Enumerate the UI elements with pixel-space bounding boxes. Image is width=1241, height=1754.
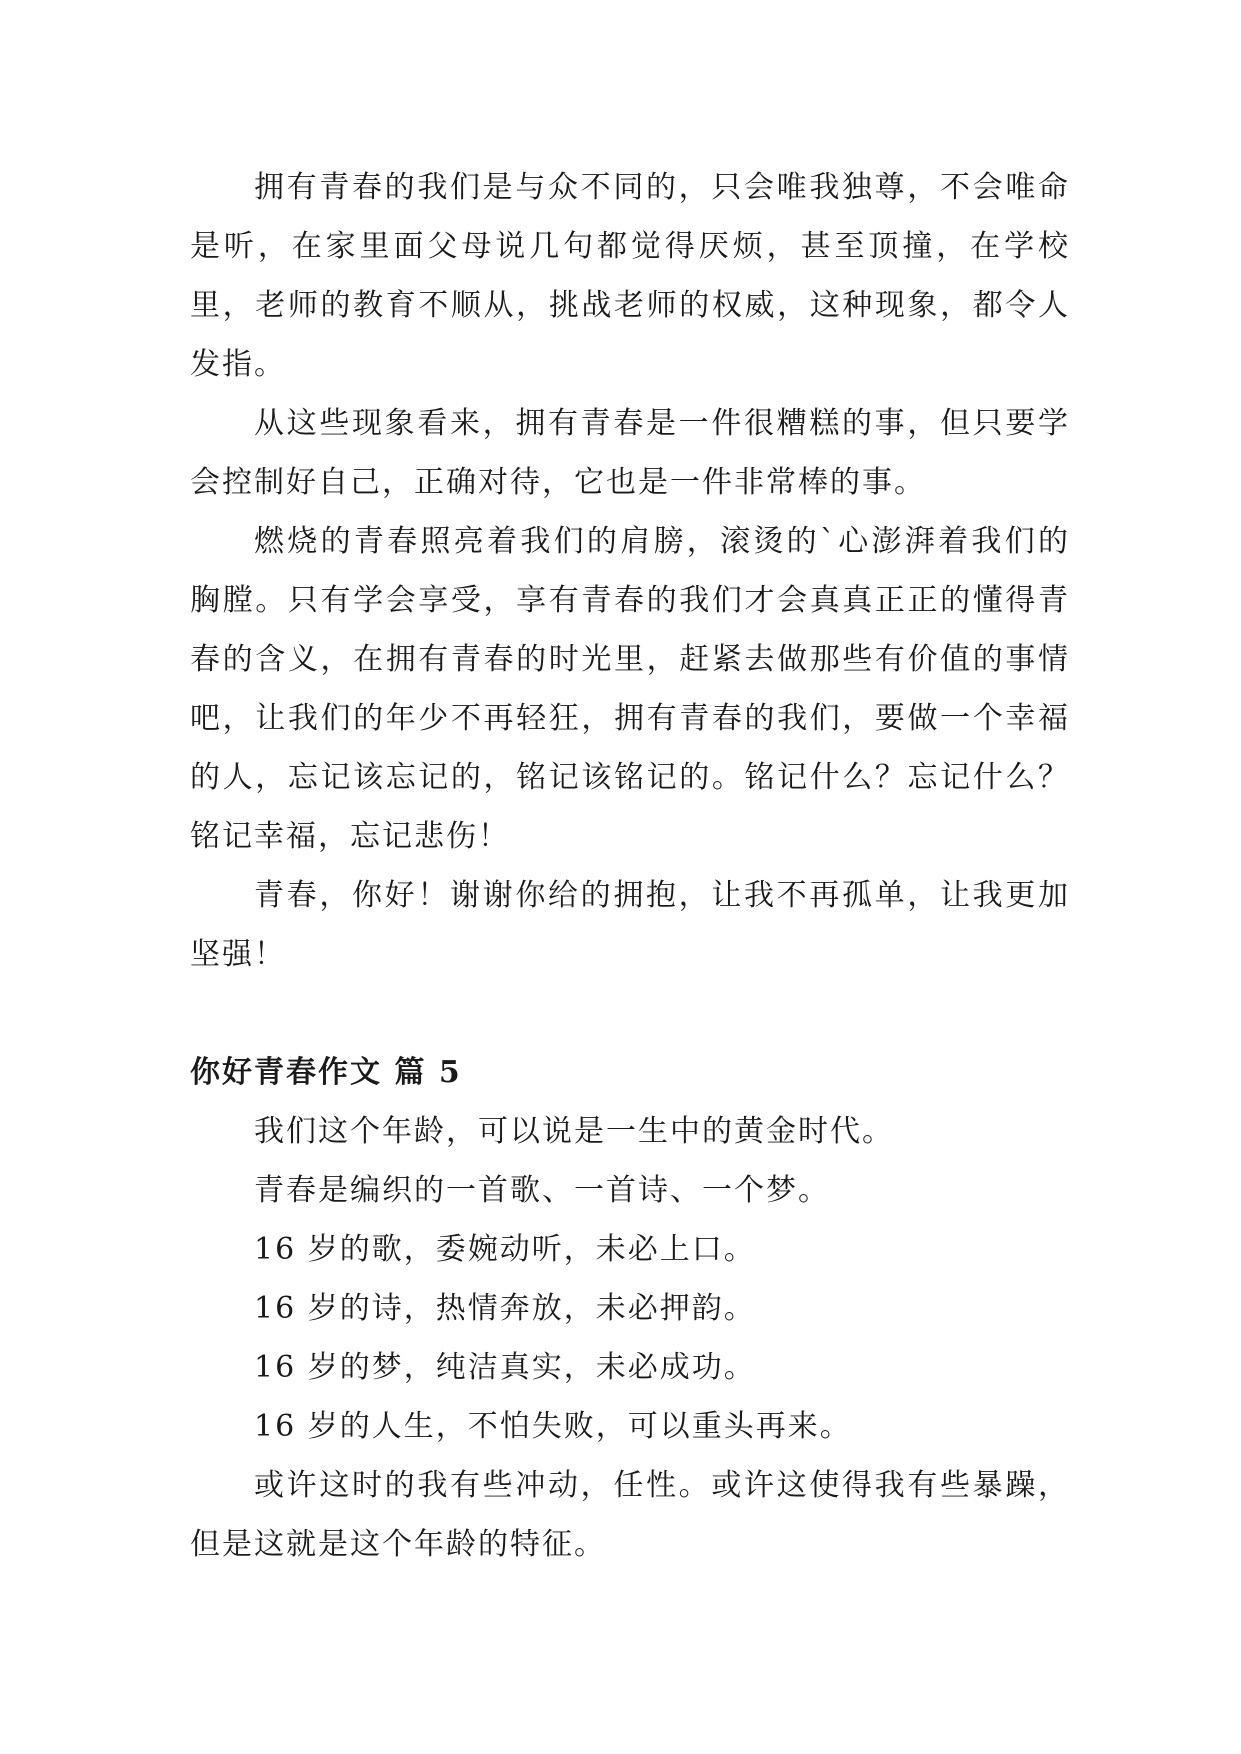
paragraph: 16 岁的梦，纯洁真实，未必成功。 [254, 1350, 756, 1385]
paragraph: 青春，你好！谢谢你给的拥抱，让我不再孤单，让我更加坚强！ [190, 878, 1070, 972]
paragraph: 燃烧的青春照亮着我们的肩膀，滚烫的`心澎湃着我们的胸膛。只有学会享受，享有青春的我们才会真真正正的懂得青春的含义，在拥有青春的时光里，赶紧去做那些有价值的事情吧，让我们的年少不再轻狂，拥有青春的我们，要做一个幸福的人，忘记该忘记的，铭记该铭记的。铭记什么？忘记什么？铭记幸福，忘记悲伤！ [190, 524, 1070, 854]
section-spacer [190, 984, 1070, 1043]
document-page [190, 158, 1070, 1574]
paragraph: 16 岁的歌，委婉动听，未必上口。 [254, 1232, 756, 1267]
paragraph: 青春是编织的一首歌、一首诗、一个梦。 [254, 1173, 830, 1208]
paragraph: 16 岁的人生，不怕失败，可以重头再来。 [254, 1409, 852, 1444]
paragraph: 或许这时的我有些冲动，任性。或许这使得我有些暴躁，但是这就是这个年龄的特征。 [190, 1468, 1070, 1562]
essay-section-5 [190, 1043, 1070, 1574]
section-heading: 你好青春作文 篇 5 [190, 1055, 462, 1090]
paragraph: 从这些现象看来，拥有青春是一件很糟糕的事，但只要学会控制好自己，正确对待，它也是一件非常棒的事。 [190, 406, 1070, 500]
paragraph: 16 岁的诗，热情奔放，未必押韵。 [254, 1291, 756, 1326]
essay-section-4-ending [190, 158, 1070, 984]
paragraph: 我们这个年龄，可以说是一生中的黄金时代。 [254, 1114, 894, 1149]
paragraph: 拥有青春的我们是与众不同的，只会唯我独尊，不会唯命是听，在家里面父母说几句都觉得厌烦，甚至顶撞，在学校里，老师的教育不顺从，挑战老师的权威，这种现象，都令人发指。 [190, 170, 1070, 382]
